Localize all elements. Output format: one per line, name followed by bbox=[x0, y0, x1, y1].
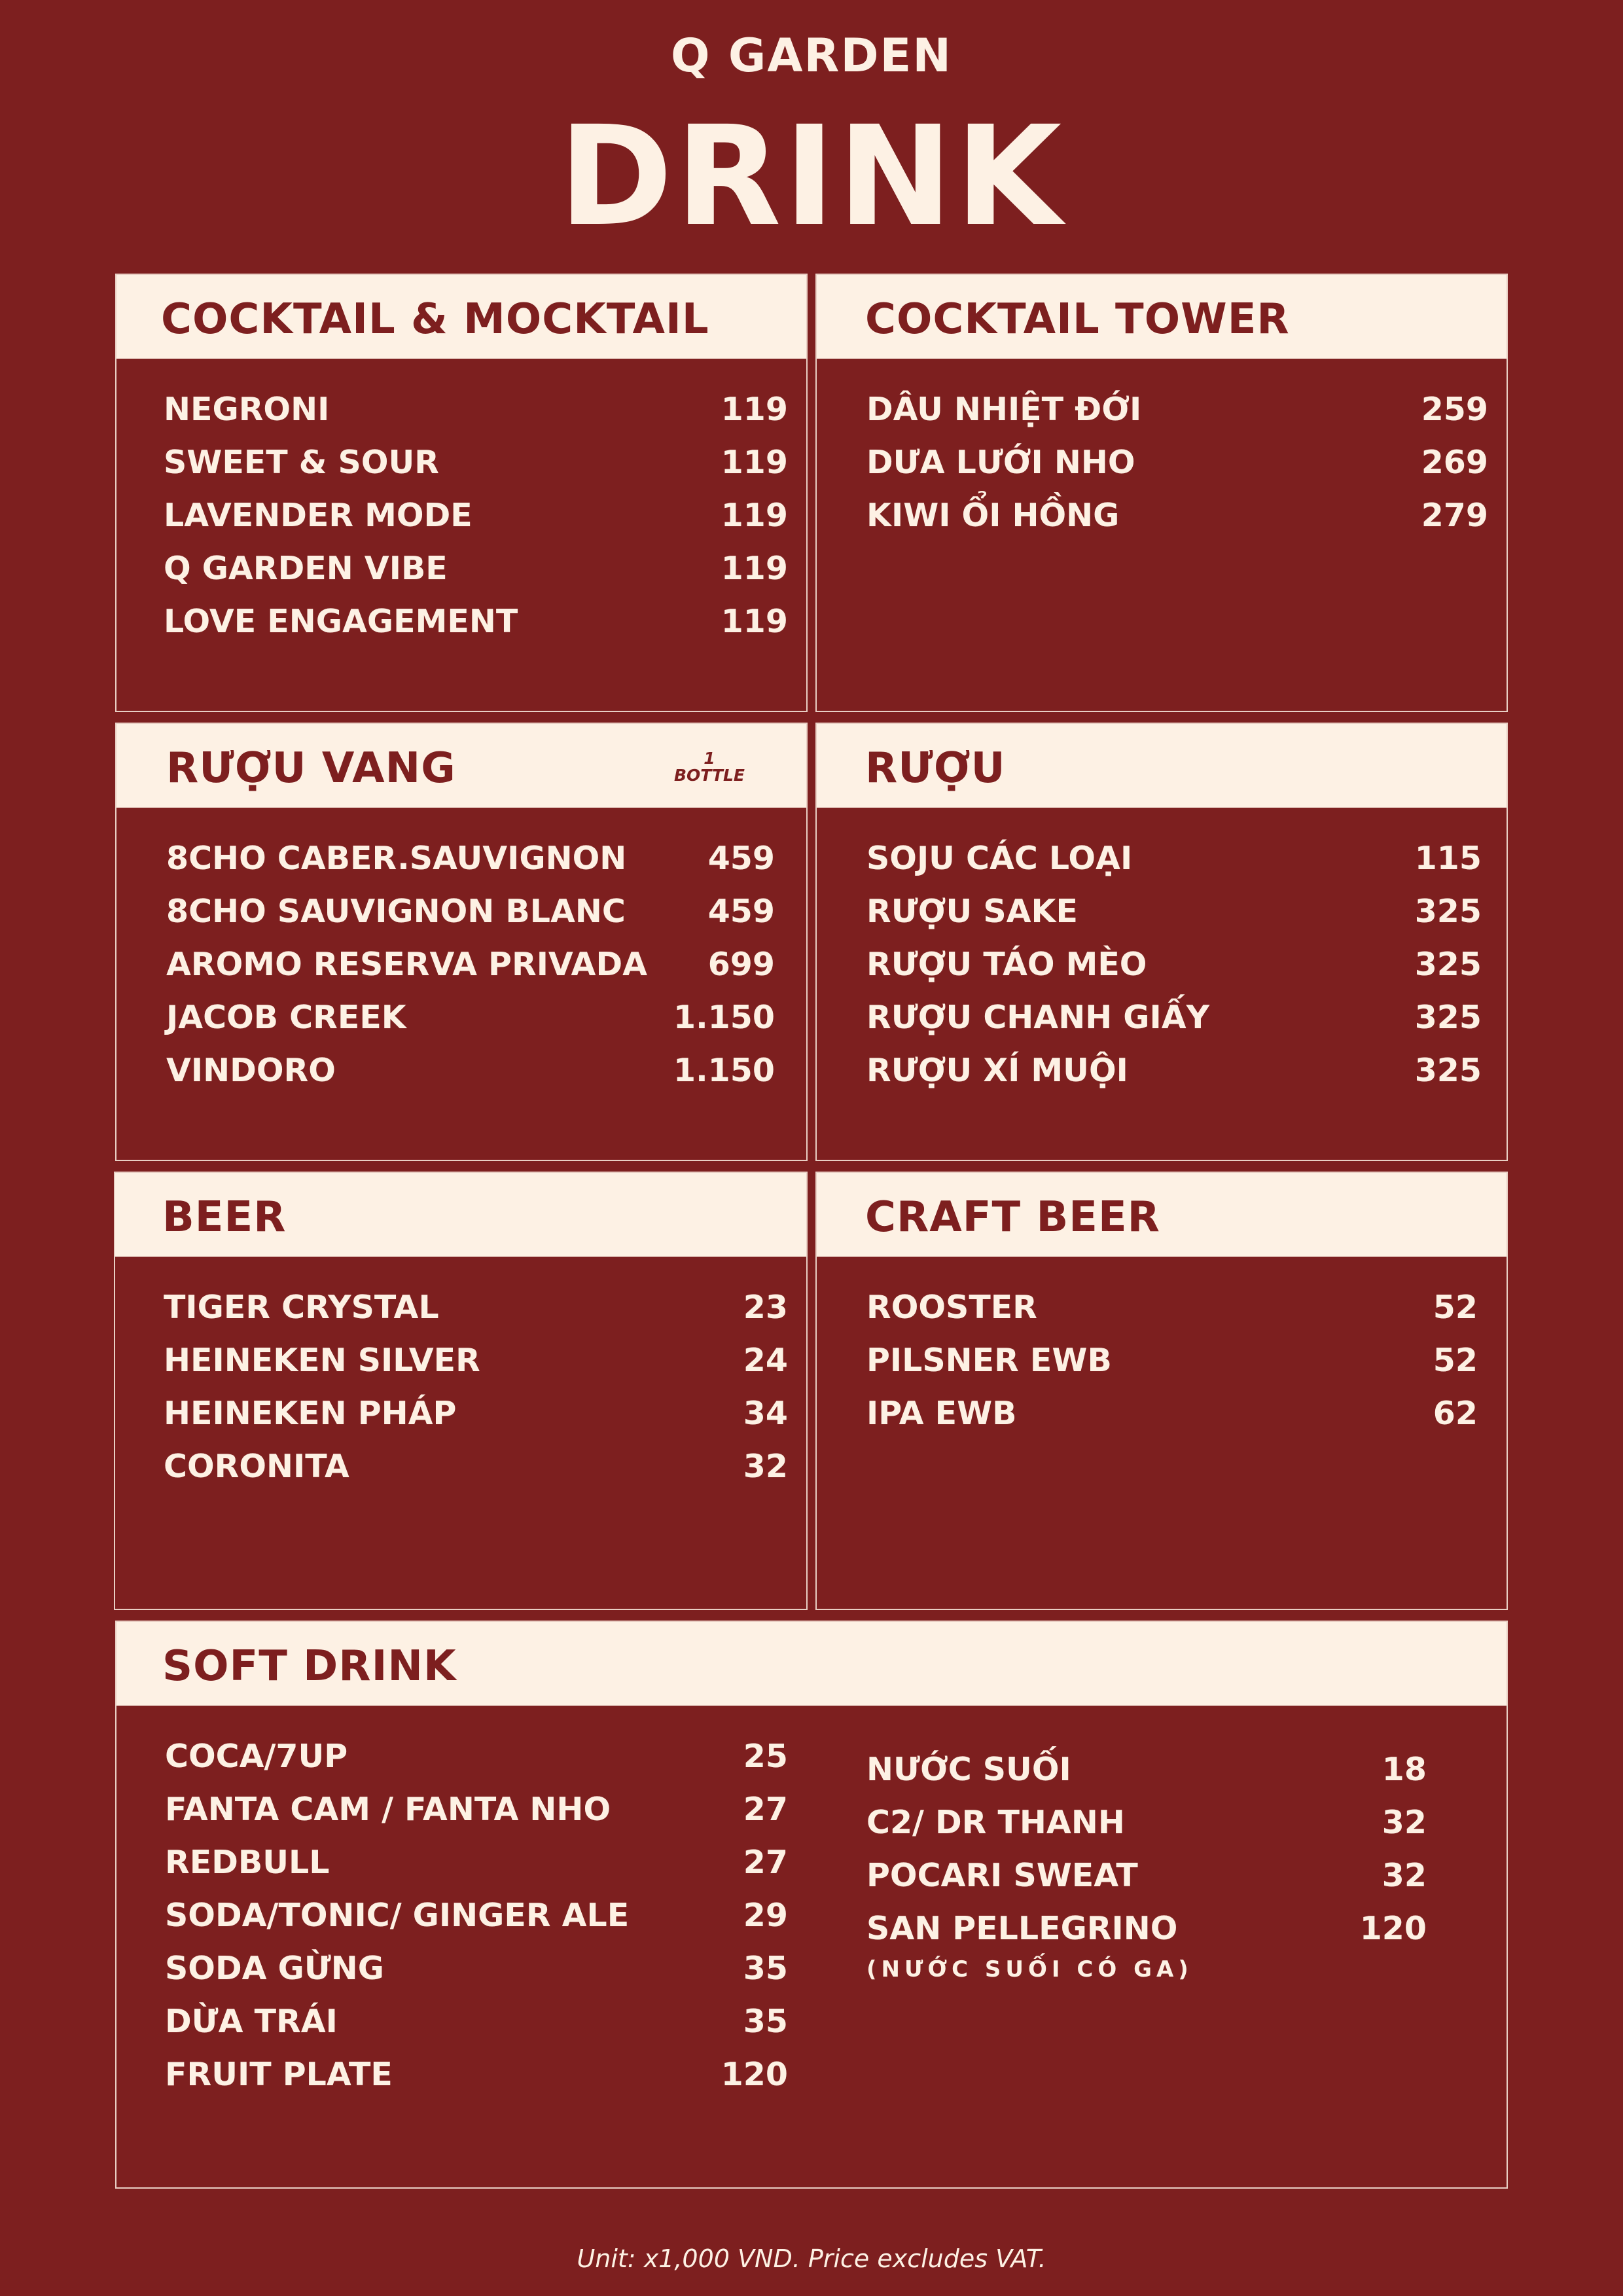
menu-item bbox=[164, 549, 806, 588]
section-header bbox=[817, 724, 1507, 808]
menu-item bbox=[164, 602, 806, 641]
item-name: TIGER CRYSTAL bbox=[164, 1289, 439, 1326]
menu-item bbox=[866, 1803, 1507, 1842]
menu-item bbox=[866, 839, 1507, 878]
menu-item bbox=[166, 1051, 806, 1090]
item-name: POCARI SWEAT bbox=[866, 1857, 1138, 1894]
menu-item bbox=[165, 1949, 1507, 1988]
item-name: SOJU CÁC LOẠI bbox=[866, 840, 1133, 877]
item-name: REDBULL bbox=[165, 1844, 330, 1881]
item-name: RƯỢU XÍ MUỘI bbox=[866, 1052, 1128, 1089]
item-price: 269 bbox=[1421, 444, 1488, 481]
item-name: SWEET & SOUR bbox=[164, 444, 440, 481]
item-price: 119 bbox=[721, 550, 788, 587]
item-name: SODA GỪNG bbox=[165, 1950, 384, 1987]
section-title: RƯỢU bbox=[865, 744, 1006, 793]
section-title: CRAFT BEER bbox=[865, 1193, 1160, 1242]
item-price: 325 bbox=[1414, 999, 1482, 1036]
item-name: SAN PELLEGRINO bbox=[866, 1910, 1178, 1947]
item-price: 1.150 bbox=[673, 999, 775, 1036]
item-name: Q GARDEN VIBE bbox=[164, 550, 448, 587]
menu-item bbox=[866, 443, 1507, 482]
item-price: 29 bbox=[743, 1897, 788, 1934]
item-price: 34 bbox=[743, 1395, 788, 1432]
item-name: 8CHO SAUVIGNON BLANC bbox=[166, 893, 626, 930]
page-title: DRINK bbox=[558, 96, 1065, 257]
section-craft-beer bbox=[815, 1172, 1508, 1610]
item-price: 279 bbox=[1421, 497, 1488, 534]
section-title: COCKTAIL & MOCKTAIL bbox=[161, 295, 709, 344]
item-price: 325 bbox=[1414, 893, 1482, 930]
menu-item bbox=[866, 496, 1507, 535]
menu-item bbox=[166, 839, 806, 878]
item-price: 459 bbox=[707, 840, 775, 877]
menu-item bbox=[866, 390, 1507, 429]
menu-item bbox=[166, 945, 806, 984]
item-name: CORONITA bbox=[164, 1448, 349, 1485]
item-price: 27 bbox=[743, 1844, 788, 1881]
item-price: 325 bbox=[1414, 946, 1482, 983]
menu-item bbox=[866, 1341, 1507, 1380]
section-header bbox=[817, 275, 1507, 359]
item-price: 23 bbox=[743, 1289, 788, 1326]
item-name: C2/ DR THANH bbox=[866, 1804, 1125, 1841]
item-price: 62 bbox=[1433, 1395, 1478, 1432]
section-header bbox=[115, 1173, 806, 1257]
item-price: 32 bbox=[1382, 1804, 1427, 1841]
item-price: 115 bbox=[1414, 840, 1482, 877]
section-cocktail-mocktail bbox=[115, 274, 808, 712]
item-price: 24 bbox=[743, 1342, 788, 1379]
menu-item bbox=[866, 1909, 1507, 1948]
menu-item bbox=[866, 1288, 1507, 1327]
price-note: Unit: x1,000 VND. Price excludes VAT. bbox=[577, 2244, 1046, 2273]
item-name: AROMO RESERVA PRIVADA bbox=[166, 946, 648, 983]
item-name: RƯỢU SAKE bbox=[866, 893, 1078, 930]
menu-item bbox=[866, 892, 1507, 931]
menu-item bbox=[165, 2002, 1507, 2041]
menu-item bbox=[164, 443, 806, 482]
item-price: 35 bbox=[743, 2003, 788, 2040]
item-price: 32 bbox=[1382, 1857, 1427, 1894]
item-name: IPA EWB bbox=[866, 1395, 1017, 1432]
item-name: 8CHO CABER.SAUVIGNON bbox=[166, 840, 627, 877]
item-name: VINDORO bbox=[166, 1052, 336, 1089]
item-name: HEINEKEN PHÁP bbox=[164, 1395, 457, 1432]
item-price: 259 bbox=[1421, 391, 1488, 428]
item-price: 27 bbox=[743, 1791, 788, 1828]
item-price: 119 bbox=[721, 603, 788, 640]
menu-item bbox=[164, 1341, 806, 1380]
item-name: LOVE ENGAGEMENT bbox=[164, 603, 518, 640]
item-name: LAVENDER MODE bbox=[164, 497, 473, 534]
menu-item bbox=[164, 496, 806, 535]
item-price: 18 bbox=[1382, 1751, 1427, 1788]
brand-logo: Q GARDEN bbox=[671, 29, 952, 82]
unit-label bbox=[657, 750, 762, 785]
section-title: COCKTAIL TOWER bbox=[865, 295, 1290, 344]
unit-count: 1 bbox=[704, 749, 715, 768]
item-name: NƯỚC SUỐI bbox=[866, 1751, 1071, 1788]
item-name: NEGRONI bbox=[164, 391, 330, 428]
item-note: (NƯỚC SUỐI CÓ GA) bbox=[866, 1956, 1193, 1982]
menu-item bbox=[164, 390, 806, 429]
item-price: 119 bbox=[721, 497, 788, 534]
menu-item bbox=[166, 998, 806, 1037]
section-title: BEER bbox=[162, 1193, 287, 1242]
menu-item bbox=[866, 998, 1507, 1037]
item-price: 459 bbox=[707, 893, 775, 930]
menu-item bbox=[166, 892, 806, 931]
menu-item bbox=[866, 1051, 1507, 1090]
item-price: 35 bbox=[743, 1950, 788, 1987]
item-name: DỪA TRÁI bbox=[165, 2003, 338, 2040]
item-name: SODA/TONIC/ GINGER ALE bbox=[165, 1897, 630, 1934]
section-title: RƯỢU VANG bbox=[166, 744, 456, 793]
item-price: 325 bbox=[1414, 1052, 1482, 1089]
section-ruou-vang bbox=[115, 723, 808, 1161]
menu-item bbox=[866, 1856, 1507, 1895]
item-name: FRUIT PLATE bbox=[165, 2056, 393, 2093]
item-name: RƯỢU TÁO MÈO bbox=[866, 946, 1147, 983]
item-name: RƯỢU CHANH GIẤY bbox=[866, 999, 1210, 1036]
section-header bbox=[116, 275, 806, 359]
menu-item bbox=[164, 1447, 806, 1486]
item-price: 52 bbox=[1433, 1342, 1478, 1379]
section-cocktail-tower bbox=[815, 274, 1508, 712]
menu-item bbox=[164, 1394, 806, 1433]
section-header bbox=[116, 1622, 1507, 1706]
item-name: COCA/7UP bbox=[165, 1738, 348, 1775]
item-name: PILSNER EWB bbox=[866, 1342, 1112, 1379]
section-header bbox=[817, 1173, 1507, 1257]
menu-item bbox=[866, 1750, 1507, 1789]
section-soft-drink bbox=[115, 1621, 1508, 2189]
item-price: 699 bbox=[707, 946, 775, 983]
item-name: DÂU NHIỆT ĐỚI bbox=[866, 391, 1142, 428]
section-header bbox=[116, 724, 806, 808]
item-price: 25 bbox=[743, 1738, 788, 1775]
item-name: DƯA LƯỚI NHO bbox=[866, 444, 1135, 481]
section-title: SOFT DRINK bbox=[162, 1642, 457, 1691]
item-name: HEINEKEN SILVER bbox=[164, 1342, 480, 1379]
item-price: 32 bbox=[743, 1448, 788, 1485]
item-name: FANTA CAM / FANTA NHO bbox=[165, 1791, 611, 1828]
item-name: ROOSTER bbox=[866, 1289, 1037, 1326]
section-beer bbox=[114, 1172, 808, 1610]
menu-item bbox=[164, 1288, 806, 1327]
item-name: JACOB CREEK bbox=[166, 999, 406, 1036]
menu-item bbox=[866, 1394, 1507, 1433]
item-price: 120 bbox=[721, 2056, 788, 2093]
menu-item bbox=[866, 945, 1507, 984]
menu-item bbox=[165, 2055, 1507, 2094]
item-price: 119 bbox=[721, 444, 788, 481]
item-name: KIWI ỔI HỒNG bbox=[866, 497, 1120, 534]
item-price: 52 bbox=[1433, 1289, 1478, 1326]
item-price: 119 bbox=[721, 391, 788, 428]
item-price: 1.150 bbox=[673, 1052, 775, 1089]
item-price: 120 bbox=[1359, 1910, 1427, 1947]
unit-name: BOTTLE bbox=[674, 766, 745, 785]
section-ruou bbox=[815, 723, 1508, 1161]
